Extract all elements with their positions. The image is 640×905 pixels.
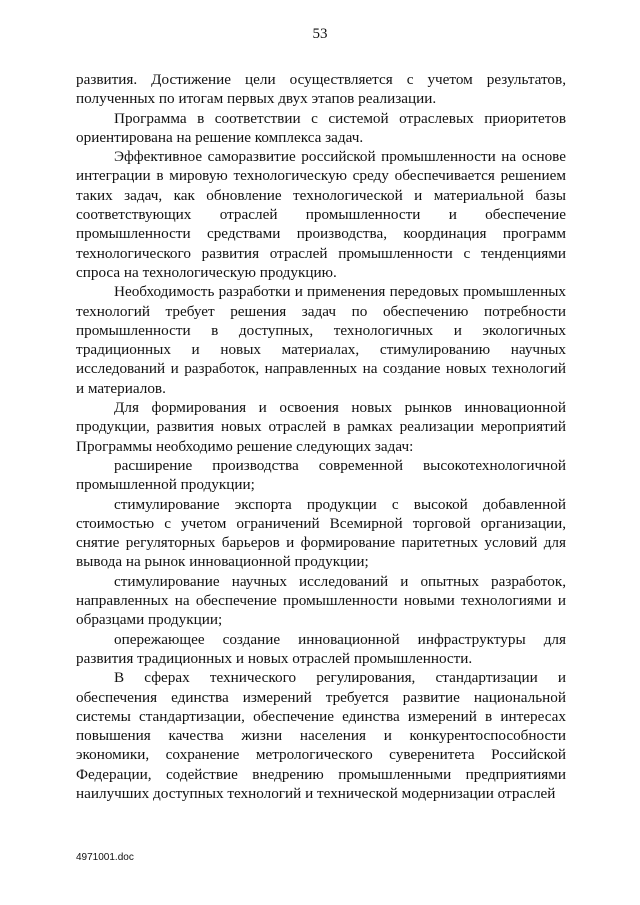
list-item: опережающее создание инновационной инфраструктуры для развития традиционных и новых отраслей промышленности. xyxy=(76,630,566,667)
list-item: стимулирование экспорта продукции с высокой добавленной стоимостью с учетом ограничений Всемирной торговой организации, снятие регуляторных барьеров и формирование паритетных условий для вывода на рынок инновационной продукции; xyxy=(76,495,566,571)
paragraph: Эффективное саморазвитие российской промышленности на основе интеграции в мировую технологическую среду обеспечивается решением таких задач, как обновление технологической и материальной базы соответствующих отраслей промышленности и обеспечение промышленности средствами производства, координация программ технологического развития отраслей промышленности с тенденциями спроса на технологическую продукцию. xyxy=(76,148,566,281)
paragraph: Необходимость разработки и применения передовых промышленных технологий требует решения задач по обеспечению потребности промышленности в доступных, технологичных и экологичных традиционных и новых материалах, стимулированию научных исследований и разработок, направленных на создание новых технологий и материалов. xyxy=(76,283,566,397)
paragraph: Для формирования и освоения новых рынков инновационной продукции, развития новых отраслей в рамках реализации мероприятий Программы необходимо решение следующих задач: xyxy=(76,399,566,455)
list-item: расширение производства современной высокотехнологичной промышленной продукции; xyxy=(76,456,566,494)
paragraph: Программа в соответствии с системой отраслевых приоритетов ориентирована на решение комплекса задач. xyxy=(76,109,566,146)
list-item: стимулирование научных исследований и опытных разработок, направленных на обеспечение промышленности новыми технологиями и образцами продукции; xyxy=(76,572,566,629)
paragraph: В сферах технического регулирования, стандартизации и обеспечения единства измерений требуется развитие национальной системы стандартизации, обеспечение единства измерений в интересах повышения качества жизни населения и конкурентоспособности экономики, сохранение метрологического суверенитета Российской Федерации, содействие внедрению промышленными предприятиями наилучших доступных технологий и технической модернизации отраслей xyxy=(76,669,566,802)
paragraph: развития. Достижение цели осуществляется с учетом результатов, полученных по итогам первых двух этапов реализации. xyxy=(76,71,566,108)
document-body xyxy=(76,70,566,803)
page-number: 53 xyxy=(312,26,328,42)
footer-filename: 4971001.doc xyxy=(76,852,134,863)
